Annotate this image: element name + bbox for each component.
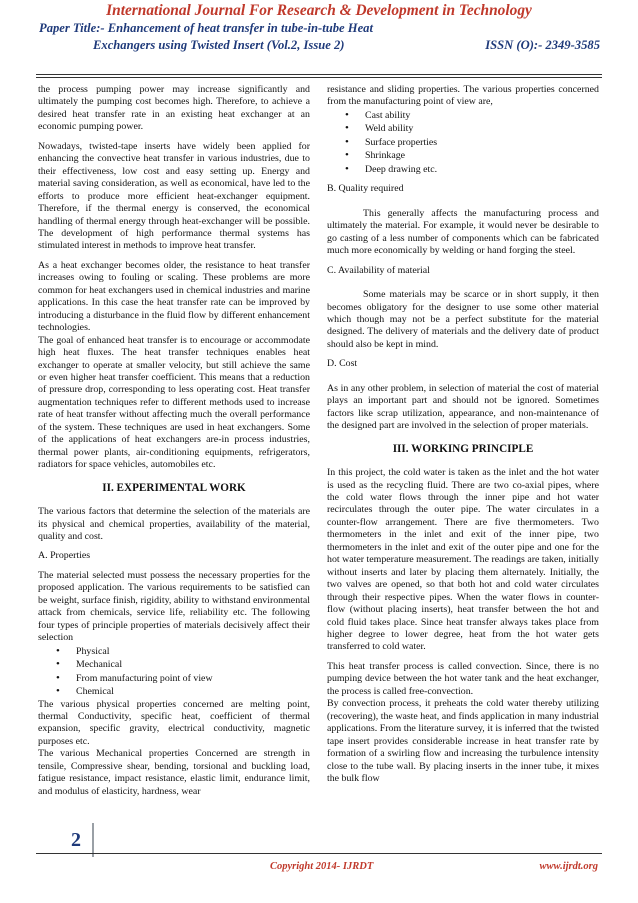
- list-item: • From manufacturing point of view: [76, 672, 310, 686]
- paragraph: The goal of enhanced heat transfer is to encourage or accommodate high heat fluxes. The heat transfer techniques enables heat exchanger to operate at smaller velocity, but still achieve the same or even higher heat transfer coefficient. This means that a reduction of pressure drop, corresponding to less operating cost. Heat transfer augmentation techniques refer to different methods used to increase rate of heat transfer without affecting much the overall performance of the system. These techniques are used in heat exchangers. Some of the applications of heat exchangers are-in process industries, thermal power plants, air-conditioning equipments, refrigerators, radiators for space vehicles, automobiles etc.: [38, 334, 310, 471]
- paragraph: The material selected must possess the necessary properties for the proposed application. The various requirements to be satisfied can be weight, surface finish, rigidity, ability to withstand environmental attack from chemicals, service life, reliability etc. The following four types of principle properties of materials decisively affect their selection: [38, 569, 310, 644]
- issn: ISSN (O):- 2349-3585: [485, 38, 600, 52]
- list-item: • Weld ability: [365, 122, 599, 136]
- page-number: 2: [60, 823, 94, 857]
- subsection-properties: A. Properties: [38, 550, 91, 562]
- paragraph: Nowadays, twisted-tape inserts have widely been applied for enhancing the convective heat transfer in various industries, due to their effectiveness, low cost and easy setting up. Energy and material saving consideration, as well as economical, have led to the efforts to produce more efficient heat-exchanger equipment. Therefore, if the thermal energy is conserved, the economical handling of thermal energy through heat-exchanger will be possible. The development of high performance thermal systems has stimulated interest in methods to improve heat transfer.: [38, 140, 310, 252]
- properties-list: [38, 645, 310, 699]
- list-item: • Shrinkage: [365, 149, 599, 163]
- paragraph: The various factors that determine the selection of the materials are its physical and chemical properties, availability of the material, quality and cost.: [38, 506, 310, 542]
- header-rule-2: [36, 77, 602, 78]
- paragraph: This generally affects the manufacturing process and ultimately the material. For example, it would never be desirable to go casting of a less number of components which can be fabricated much more economically by welding or hand forging the steel.: [327, 207, 599, 257]
- list-item: • Mechanical: [76, 658, 310, 672]
- paper-title-line2: [93, 37, 600, 53]
- journal-title: International Journal For Research & Development in Technology: [106, 2, 532, 19]
- list-item: • Physical: [76, 645, 310, 659]
- paragraph: resistance and sliding properties. The various properties concerned from the manufacturing point of view are,: [327, 84, 599, 108]
- subsection-quality: B. Quality required: [327, 183, 404, 195]
- list-item: • Chemical: [76, 685, 310, 699]
- list-item: • Cast ability: [365, 109, 599, 123]
- paragraph: The various Mechanical properties Concerned are strength in tensile, Compressive shear, bending, torsional and buckling load, fatigue resistance, impact resistance, elastic limit, endurance limit, and modulus of elasticity, hardness, wear: [38, 748, 310, 797]
- paragraph: By convection process, it preheats the cold water thereby utilizing (recovering), the waste heat, and finds application in many industrial applications. From the literature survey, it is inferred that the twisted tape insert provides considerable increase in heat transfer rate by formation of a swirling flow and increasing the turbulence intensity close to the tube wall. By placing inserts in the inner tube, it mixes the bulk flow: [327, 698, 599, 784]
- paper-title-line1: Paper Title:- Enhancement of heat transfer in tube-in-tube Heat: [39, 21, 373, 35]
- paragraph: This heat transfer process is called convection. Since, there is no pumping device between the hot water tank and the heat exchanger, the process is called free-convection.: [327, 660, 599, 697]
- footer-rule: [36, 853, 602, 854]
- paragraph: The various physical properties concerned are melting point, thermal Conductivity, specific heat, coefficient of thermal expansion, specific gravity, electrical conductivity, magnetic purposes etc.: [38, 698, 310, 747]
- list-item: • Surface properties: [365, 136, 599, 150]
- subsection-availability: C. Availability of material: [327, 264, 430, 276]
- section-heading-working-principle: III. WORKING PRINCIPLE: [392, 442, 534, 455]
- section-heading-experimental-work: II. EXPERIMENTAL WORK: [102, 481, 246, 494]
- right-column: [327, 84, 599, 785]
- header-rule: [36, 74, 602, 75]
- paragraph: As in any other problem, in selection of material the cost of material plays an important part and should not be ignored. Sometimes factors like scrap utilization, appearance, and non-maintenance of the designed part are involved in the selection of proper materials.: [327, 382, 599, 432]
- paragraph: Some materials may be scarce or in short supply, it then becomes obligatory for the designer to use some other material which though may not be a perfect substitute for the material designed. The delivery of materials and the delivery date of product should also be kept in mind.: [327, 289, 599, 350]
- paragraph: the process pumping power may increase significantly and ultimately the pumping cost becomes high. Therefore, to achieve a desired heat transfer rate in an existing heat exchanger at an economic pumping power.: [38, 84, 310, 133]
- manufacturing-list: [327, 109, 599, 177]
- left-column: [38, 84, 310, 798]
- list-item: • Deep drawing etc.: [365, 163, 599, 177]
- copyright: Copyright 2014- IJRDT: [270, 861, 374, 872]
- paragraph: As a heat exchanger becomes older, the resistance to heat transfer increases owing to fouling or scaling. These problems are more common for heat exchangers used in chemical industries and marine applications. In this case the heat transfer rate can be improved by introducing a disturbance in the fluid flow by different enhancement technologies.: [38, 259, 310, 334]
- paper-title-volume: Exchangers using Twisted Insert (Vol.2, Issue 2): [93, 38, 345, 52]
- paragraph: In this project, the cold water is taken as the inlet and the hot water is used as the recycling fluid. There are two co-axial pipes, where the cold water flows through the inner pipe and hot water recirculates through the outer pipe. The water circulates in a counter-flow arrangement. There are five thermometers. Two thermometers in the inlet and exit of the inner pipe, two thermometers in the inlet and exit of the outer pipe and one for the hot water temperature measurement. The readings are taken, initially without inserts and later by placing them alternately. Initially, the two valves are opened, so that both hot and cold water circulates through their respective pipes. When the water flows in counter-flow (without placing inserts), heat transfer between the hot and cold fluid takes place. Since heat transfer always takes place from higher degree to lower degree, heat from the hot water gets transferred to cold water.: [327, 467, 599, 653]
- journal-url[interactable]: www.ijrdt.org: [539, 861, 598, 872]
- subsection-cost: D. Cost: [327, 358, 358, 370]
